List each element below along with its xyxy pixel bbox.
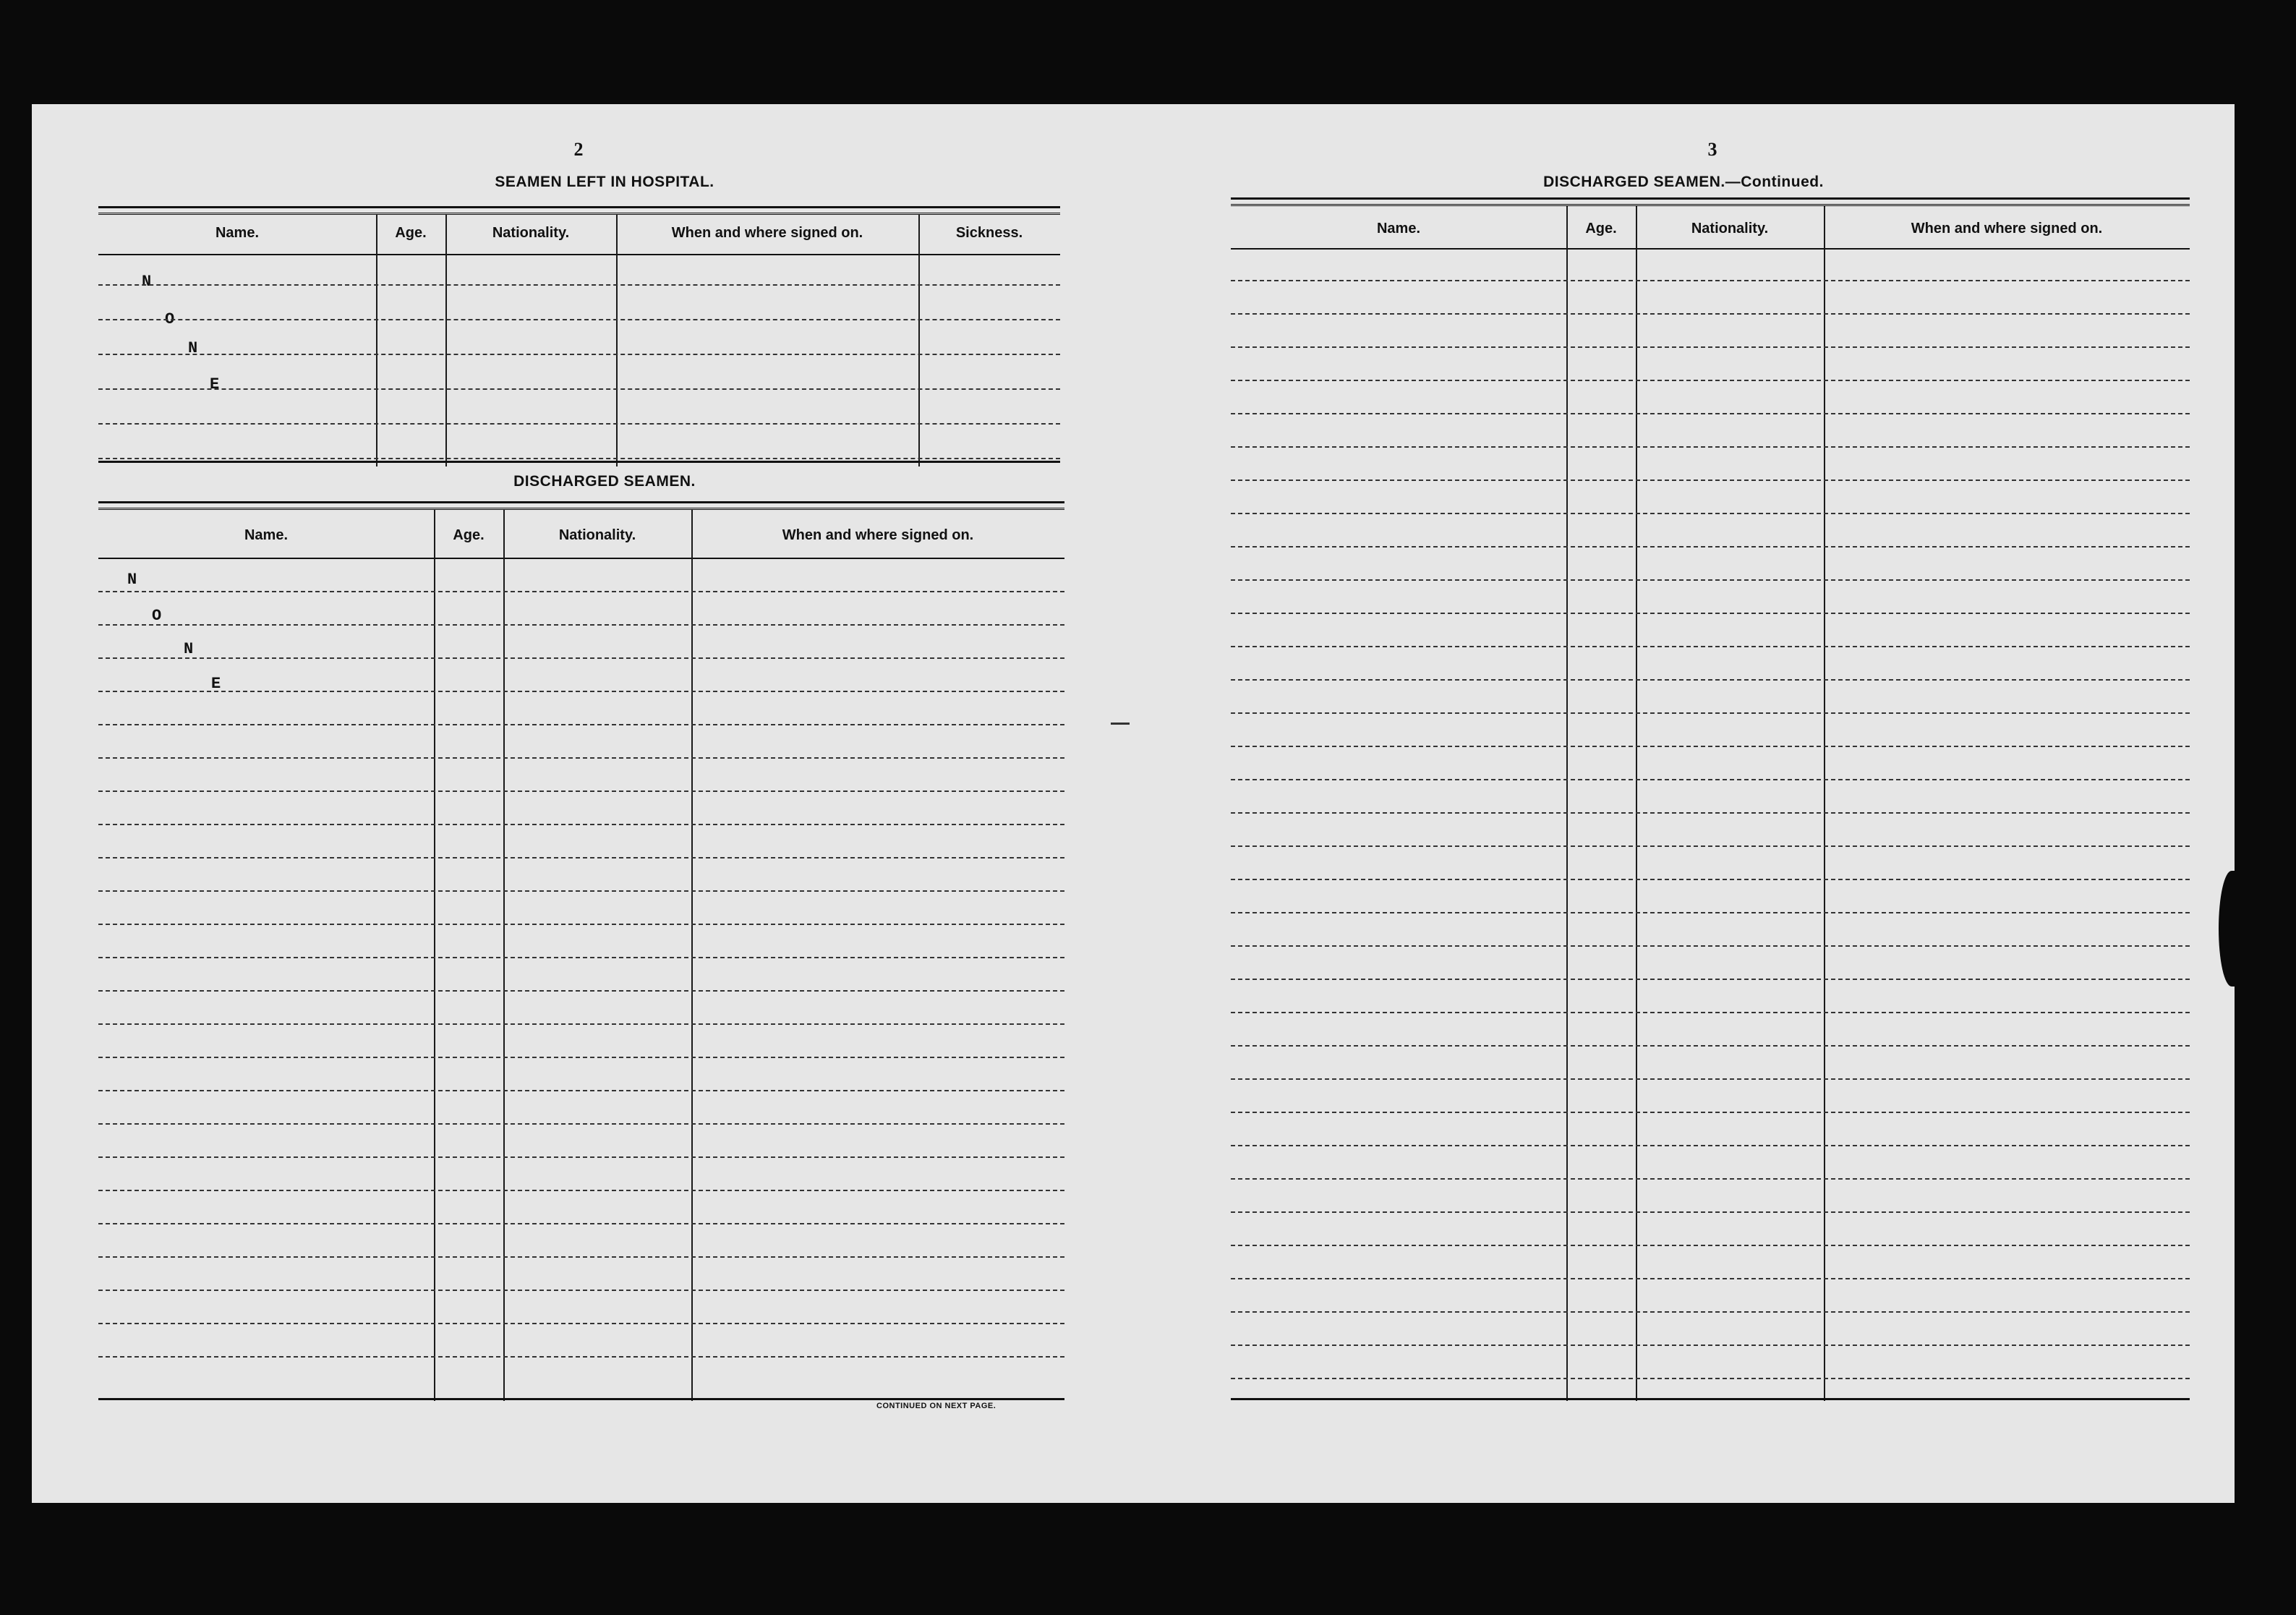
col-header-nationality: Nationality.	[1691, 221, 1769, 237]
discharged-continued-table	[1231, 204, 2190, 1401]
table-row	[1231, 912, 2190, 913]
column-divider	[918, 215, 920, 466]
table-row	[1231, 746, 2190, 747]
col-header-when-where: When and where signed on.	[671, 225, 863, 241]
col-header-sickness: Sickness.	[955, 225, 1023, 241]
table-row	[1231, 1345, 2190, 1346]
table-row	[98, 319, 1060, 320]
hospital-section-title: SEAMEN LEFT IN HOSPITAL.	[495, 174, 714, 190]
table-row	[1231, 1112, 2190, 1113]
table-row	[1231, 280, 2190, 281]
table-bottom-rule	[1231, 1398, 2190, 1400]
column-divider	[434, 510, 435, 1401]
table-row	[98, 354, 1060, 355]
entry-letter: N	[142, 273, 152, 291]
table-row	[1231, 945, 2190, 947]
table-row	[98, 990, 1064, 992]
column-divider	[1824, 206, 1825, 1401]
right-page	[1138, 104, 2235, 1503]
table-row	[1231, 845, 2190, 847]
table-row	[98, 791, 1064, 792]
column-divider	[503, 510, 505, 1401]
table-row	[1231, 480, 2190, 481]
discharged-table	[98, 508, 1064, 1401]
table-row	[1231, 646, 2190, 647]
table-row	[1231, 679, 2190, 681]
table-row	[98, 1256, 1064, 1258]
document-sheet	[32, 104, 2235, 1503]
table-row	[98, 924, 1064, 925]
table-row	[98, 657, 1064, 659]
binding-mark	[1111, 723, 1130, 725]
table-row	[98, 957, 1064, 958]
table-top-rule	[98, 206, 1060, 208]
table-row	[1231, 613, 2190, 614]
table-row	[98, 1290, 1064, 1291]
table-row	[98, 757, 1064, 759]
table-row	[1231, 979, 2190, 980]
table-header-row	[1231, 206, 2190, 250]
table-row	[1231, 1078, 2190, 1080]
col-header-name: Name.	[1376, 221, 1421, 237]
table-row	[1231, 1145, 2190, 1146]
table-row	[98, 1356, 1064, 1358]
column-divider	[1566, 206, 1568, 1401]
table-row	[1231, 446, 2190, 448]
table-row	[1231, 1012, 2190, 1013]
table-row	[98, 1223, 1064, 1224]
entry-letter: N	[127, 571, 137, 589]
entry-letter: N	[184, 640, 194, 658]
entry-letter: O	[152, 607, 162, 625]
table-row	[98, 1156, 1064, 1158]
table-row	[98, 284, 1060, 286]
table-row	[98, 1090, 1064, 1091]
column-divider	[1636, 206, 1637, 1401]
table-row	[98, 591, 1064, 592]
page-number: 3	[1707, 139, 1717, 160]
col-header-name: Name.	[215, 225, 260, 241]
left-page	[32, 104, 1138, 1503]
table-row	[98, 1323, 1064, 1324]
table-row	[98, 1123, 1064, 1125]
page-number: 2	[573, 139, 584, 160]
table-row	[1231, 513, 2190, 514]
discharged-section-title: DISCHARGED SEAMEN.	[513, 473, 696, 490]
table-row	[1231, 1278, 2190, 1279]
table-row	[1231, 1045, 2190, 1047]
table-row	[98, 423, 1060, 425]
table-row	[98, 857, 1064, 858]
col-header-name: Name.	[244, 527, 289, 543]
col-header-nationality: Nationality.	[492, 225, 570, 241]
table-top-rule	[98, 501, 1064, 503]
table-row	[1231, 1378, 2190, 1379]
col-header-age: Age.	[453, 527, 485, 543]
table-row	[98, 388, 1060, 390]
entry-letter: E	[210, 375, 220, 393]
table-header-row	[98, 215, 1060, 255]
table-row	[1231, 413, 2190, 414]
table-row	[1231, 1211, 2190, 1213]
table-row	[1231, 1245, 2190, 1246]
table-row	[1231, 380, 2190, 381]
table-row	[98, 624, 1064, 626]
col-header-nationality: Nationality.	[558, 527, 636, 543]
column-divider	[691, 510, 693, 1401]
table-row	[1231, 879, 2190, 880]
hospital-table	[98, 213, 1060, 466]
entry-letter: E	[211, 675, 221, 693]
col-header-age: Age.	[1585, 221, 1617, 237]
col-header-age: Age.	[395, 225, 427, 241]
table-row	[98, 458, 1060, 459]
table-row	[98, 724, 1064, 725]
table-row	[1231, 779, 2190, 780]
table-row	[1231, 546, 2190, 547]
table-top-rule	[1231, 197, 2190, 200]
table-row	[98, 1190, 1064, 1191]
table-row	[98, 691, 1064, 692]
table-row	[98, 1023, 1064, 1025]
page-edge-damage	[2219, 871, 2245, 987]
table-row	[98, 1057, 1064, 1058]
table-bottom-rule	[98, 1398, 1064, 1400]
table-row	[98, 824, 1064, 825]
table-row	[1231, 1178, 2190, 1180]
table-row	[98, 890, 1064, 892]
table-bottom-rule	[98, 461, 1060, 463]
table-row	[1231, 1311, 2190, 1313]
table-row	[1231, 313, 2190, 315]
column-divider	[376, 215, 377, 466]
entry-letter: N	[188, 339, 198, 357]
discharged-continued-title: DISCHARGED SEAMEN.—Continued.	[1543, 174, 1824, 190]
table-row	[1231, 346, 2190, 348]
table-row	[1231, 579, 2190, 581]
continued-note: CONTINUED ON NEXT PAGE.	[876, 1402, 997, 1410]
entry-letter: O	[165, 310, 175, 328]
column-divider	[616, 215, 618, 466]
table-header-row	[98, 510, 1064, 559]
table-row	[1231, 712, 2190, 714]
table-row	[1231, 812, 2190, 814]
col-header-when-where: When and where signed on.	[782, 527, 974, 543]
column-divider	[445, 215, 447, 466]
col-header-when-where: When and where signed on.	[1911, 221, 2103, 237]
